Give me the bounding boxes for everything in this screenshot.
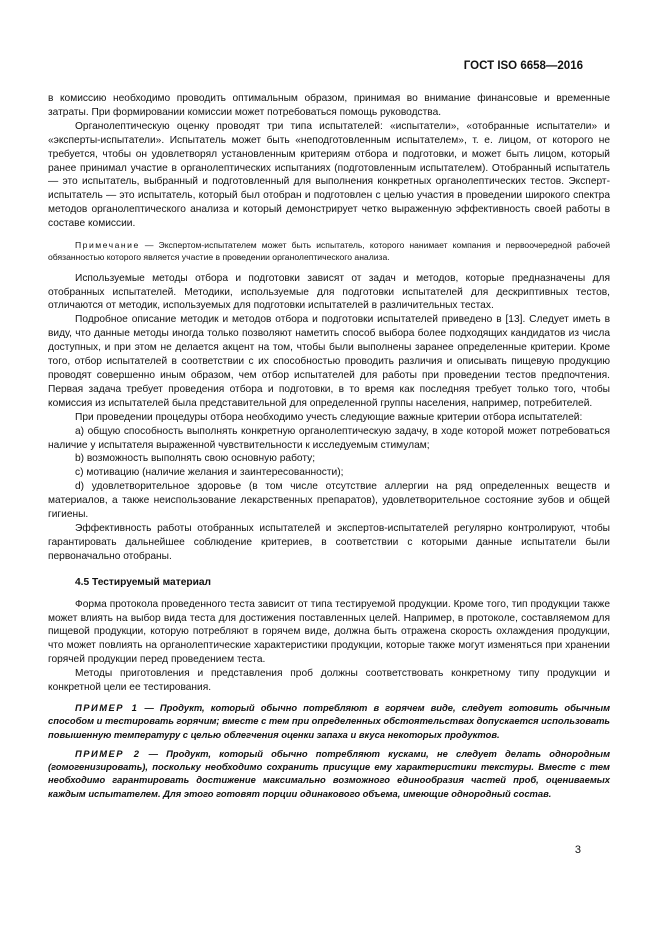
paragraph: Методы приготовления и представления проб должны соответствовать конкретному типу продукции и конкретной цели ее тестирования.: [48, 668, 610, 694]
page-number: 3: [574, 844, 581, 856]
paragraph: Форма протокола проведенного теста зависит от типа тестируемой продукции. Кроме того, тип продукции также может влиять на выбор вида теста для достижения поставленных целей. Например, в протоколе, составляемом для пищевой продукции, которую потребляют в горячем виде, должна быть отражена скорость охлаждения продукции, что может повлиять на органолептические характеристики продукции, которые также могут изменяться при хранении горячей продукции перед проведением теста.: [48, 598, 610, 666]
paragraph: Подробное описание методик и методов отбора и подготовки испытателей приведено в [13]. Следует иметь в виду, что данные методы иногда только позволяют наметить способ выбора более подходящих кандидатов из числа доступных, и при этом не делается акцент на том, чтобы были выполнены заранее определенные критерии. Кроме того, отбор испытателей в соответствии с их способностью проводить различия и описывать пищевую продукцию проводят совершенно иным образом, чем отбор испытателей для работы при проведении тестов предпочтения. Первая задача требует проведения отбора и подготовки, в то время как последняя требует только того, чтобы комиссия из испытателей была представительной для определенной группы населения, например, потребителей.: [48, 314, 610, 409]
document-body: [48, 92, 610, 806]
example-label: ПРИМЕР 1: [75, 701, 139, 713]
list-item: b) возможность выполнять свою основную работу;: [75, 453, 316, 465]
example-1: [48, 701, 610, 741]
paragraph: Используемые методы отбора и подготовки зависят от задач и методов, которые предназначены для отобранных испытателей. Методики, используемые для подготовки испытателей для дескриптивных тестов, отличаются от методик, используемых для подготовки испытателей в различительных тестах.: [48, 272, 610, 312]
example-text: — Продукт, который обычно потребляют в горячем виде, следует готовить обычным способом и тестировать горячим; вместе с тем при определенных обстоятельствах допускается использовать повышенную температуру с целью облегчения оценки запаха и вкуса некоторых продуктов.: [48, 701, 611, 740]
list-item: a) общую способность выполнять конкретную органолептическую задачу, в ходе которой может потребоваться наличие у испытателя выраженной чувствительности к исследуемым стимулам;: [48, 425, 610, 451]
example-label: ПРИМЕР 2: [75, 747, 141, 759]
note: [48, 239, 610, 264]
example-text: — Продукт, который обычно потребляют кусками, не следует делать однородным (гомогенизировать), поскольку необходимо сохранить присущие ему характеристики текстуры. Вместе с тем необходимо гарантировать достижение максимально возможного единообразия частей проб, оцениваемых каждым испытателем. Для этого готовят порции одинакового объема, имеющие однородный состав.: [48, 747, 611, 799]
paragraph: Эффективность работы отобранных испытателей и экспертов-испытателей регулярно контролируют, чтобы гарантировать дальнейшее соблюдение критериев, в соответствии с которыми данные испытатели были первоначально отобраны.: [48, 522, 610, 562]
example-2: [48, 747, 610, 800]
document-id: ГОСТ ISO 6658—2016: [463, 60, 583, 72]
paragraph: Органолептическую оценку проводят три типа испытателей: «испытатели», «отобранные испытатели» и «эксперты-испытатели». Испытатель может быть «неподготовленным испытателем», т. е. лицом, от которого не требуется, чтобы он удовлетворял установленным критериям отбора и подготовки, и может быть лицом, который ранее принимал участие в органолептических испытаниях (подготовленным испытателем). Отобранный испытатель — это испытатель, выбранный и подготовленный для выполнения конкретных органолептических тестов. Эксперт-испытатель — это испытатель, который был отобран и подготовлен с целью участия в проведении широкого спектра методов органолептического анализа и который демонстрирует четко выраженную эффективность своей работы в составе комиссии.: [48, 120, 610, 230]
list-item: c) мотивацию (наличие желания и заинтересованности);: [75, 467, 344, 479]
note-label: Примечание: [75, 240, 140, 251]
list-item: d) удовлетворительное здоровье (в том числе отсутствие аллергии на ряд определенных веществ и материалов, а также неиспользование лекарственных препаратов), удовлетворительное состояние зубов и общей гигиены.: [48, 481, 610, 521]
paragraph: При проведении процедуры отбора необходимо учесть следующие важные критерии отбора испытателей:: [75, 411, 583, 423]
section-title: 4.5 Тестируемый материал: [75, 576, 211, 588]
note-text: — Экспертом-испытателем может быть испытатель, которого нанимает компания и первоочередной рабочей обязанностью которого является участие в проведении органолептического анализа.: [48, 240, 610, 263]
paragraph: в комиссию необходимо проводить оптимальным образом, принимая во внимание финансовые и временные затраты. При формировании комиссии может потребоваться помощь руководства.: [48, 93, 610, 118]
